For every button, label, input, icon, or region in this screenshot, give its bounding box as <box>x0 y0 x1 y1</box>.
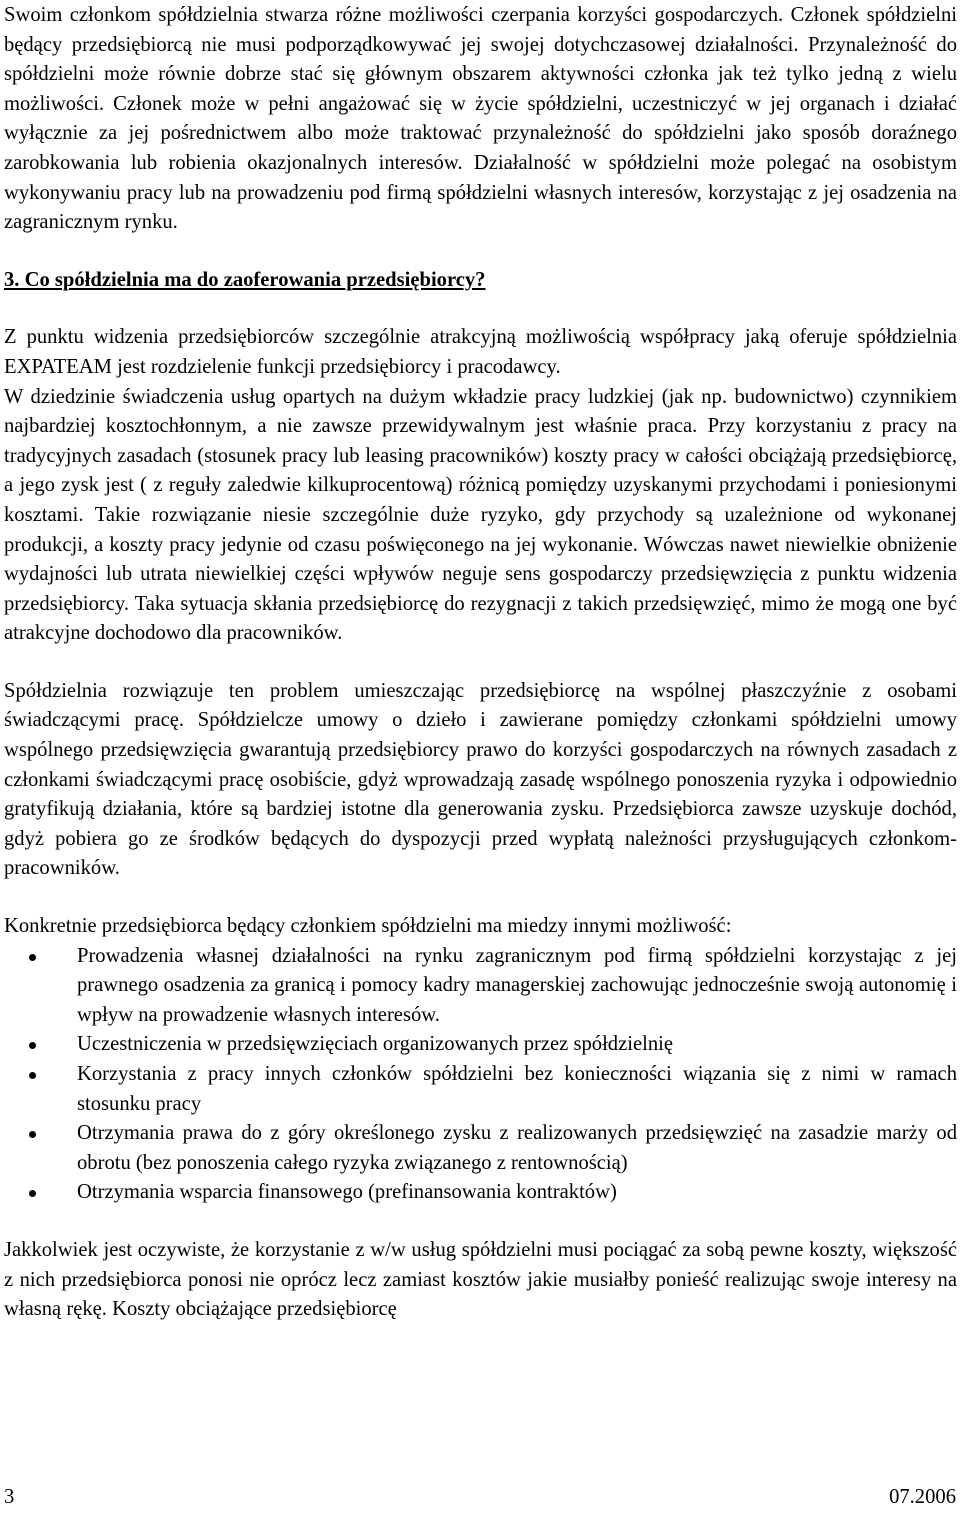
bullet-icon <box>29 1131 36 1138</box>
list-item: Korzystania z pracy innych członków spółdzielni bez konieczności wiązania się z nimi w ramach stosunku pracy <box>4 1060 957 1119</box>
benefits-list <box>4 942 957 1208</box>
list-item: Uczestniczenia w przedsięwzięciach organizowanych przez spółdzielnię <box>4 1030 957 1060</box>
bullet-icon <box>29 1190 36 1197</box>
list-item: Prowadzenia własnej działalności na rynku zagranicznym pod firmą spółdzielni korzystając z jej prawnego osadzenia za granicą i pomocy kadry managerskiej zachowując jednocześnie swoją autonomię i wpływ na prowadzenie własnych interesów. <box>4 942 957 1031</box>
list-intro: Konkretnie przedsiębiorca będący członkiem spółdzielni ma miedzy innymi możliwość: <box>4 915 732 938</box>
document-page <box>4 1 957 1325</box>
paragraph-labor-costs: W dziedzinie świadczenia usług opartych na dużym wkładzie pracy ludzkiej (jak np. budownictwo) czynnikiem najbardziej kosztochłonnym, a nie zawsze przewidywalnym jest właśnie praca. Przy korzystaniu z pracy na tradycyjnych zasadach (stosunek pracy lub leasing pracowników) koszty pracy w całości obciążają przedsiębiorcę, a jego zysk jest ( z reguły zaledwie kilkuprocentową) różnicą pomiędzy uzyskanymi przychodami i poniesionymi kosztami. Takie rozwiązanie niesie szczególnie duże ryzyko, gdy przychody są uzależnione od wykonanej produkcji, a koszty pracy jedynie od czasu poświęconego na jej wykonanie. Wówczas nawet niewielkie obniżenie wydajności lub utrata niewielkiej części wpływów neguje sens gospodarczy przedsięwzięcia z punktu widzenia przedsiębiorcy. Taka sytuacja skłania przedsiębiorcę do rezygnacji z takich przedsięwzięć, mimo że mogą one być atrakcyjne dochodowo dla pracowników. <box>4 385 957 645</box>
list-item: Otrzymania prawa do z góry określonego zysku z realizowanych przedsięwzięć na zasadzie marży od obrotu (bez ponoszenia całego ryzyka związanego z rentownością) <box>4 1119 957 1178</box>
paragraph-costs: Jakkolwiek jest oczywiste, że korzystanie z w/w usług spółdzielni musi pociągać za sobą pewne koszty, większość z nich przedsiębiorca ponosi nie oprócz lecz zamiast kosztów jakie musiałby ponieść realizując swoje interesy na własną rękę. Koszty obciążające przedsiębiorcę <box>4 1238 957 1321</box>
intro-paragraph: Swoim członkom spółdzielnia stwarza różne możliwości czerpania korzyści gospodarczych. Członek spółdzielni będący przedsiębiorcą nie musi podporządkowywać jej swojej dotychczasowej działalności. Przynależność do spółdzielni może równie dobrze stać się głównym obszarem aktywności członka jak też tylko jedną z wielu możliwości. Członek może w pełni angażować się w życie spółdzielni, uczestniczyć w jej organach i działać wyłącznie za jej pośrednictwem albo może traktować przynależność do spółdzielni jako sposób doraźnego zarobkowania lub robienia okazjonalnych interesów. Działalność w spółdzielni może polegać na osobistym wykonywaniu pracy lub na prowadzeniu pod firmą spółdzielni własnych interesów, korzystając z jej osadzenia na zagranicznym rynku. <box>4 4 957 234</box>
page-number: 3 <box>4 1486 15 1508</box>
bullet-icon <box>29 1042 36 1049</box>
paragraph-cooperative-solution: Spółdzielnia rozwiązuje ten problem umieszczając przedsiębiorcę na wspólnej płaszczyźnie z osobami świadczącymi pracę. Spółdzielcze umowy o dzieło i zawierane pomiędzy członkami spółdzielni umowy wspólnego przedsięwzięcia gwarantują przedsiębiorcy prawo do korzyści gospodarczych na równych zasadach z członkami świadczącymi pracę osobiście, gdyż wprowadzają zasadę wspólnego ponoszenia ryzyka i odpowiednio gratyfikują działania, które są bardziej istotne dla generowania zysku. Przedsiębiorca zawsze uzyskuje dochód, gdyż pobiera go ze środków będących do dyspozycji przed wypłatą należności przysługujących członkom-pracowników. <box>4 679 957 880</box>
list-item: Otrzymania wsparcia finansowego (prefinansowania kontraktów) <box>4 1178 957 1208</box>
section-heading: 3. Co spółdzielnia ma do zaoferowania przedsiębiorcy? <box>4 268 486 291</box>
paragraph-expateam: Z punktu widzenia przedsiębiorców szczególnie atrakcyjną możliwością współpracy jaką oferuje spółdzielnia EXPATEAM jest rozdzielenie funkcji przedsiębiorcy i pracodawcy. <box>4 326 957 378</box>
bullet-icon <box>29 1072 36 1079</box>
bullet-icon <box>29 954 36 961</box>
footer-date: 07.2006 <box>889 1486 956 1508</box>
